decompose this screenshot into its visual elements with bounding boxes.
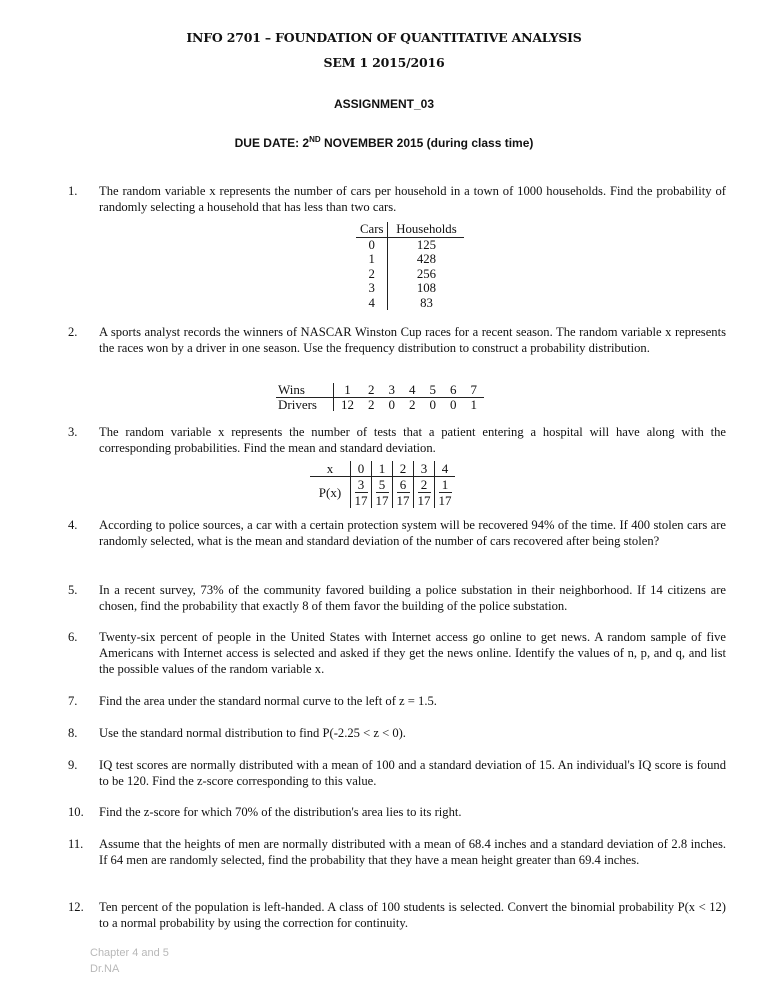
- assignment-title: ASSIGNMENT_03: [333, 97, 435, 111]
- cars-households-table: [356, 222, 464, 310]
- question-number: 12.: [68, 900, 84, 914]
- table-cell: 2: [368, 396, 375, 412]
- question-number: 11.: [68, 837, 84, 851]
- table-row: [276, 397, 484, 411]
- fraction-numerator: 5: [376, 477, 389, 493]
- question-text: The random variable x represents the number of cars per household in a town of 1000 households. Find the probability of randomly selecting a household that has less than two cars.: [99, 184, 726, 215]
- question-number: 9.: [68, 758, 78, 772]
- question-4: [68, 517, 726, 549]
- table-cell: 256: [416, 266, 437, 281]
- table-cell: 5: [423, 383, 444, 397]
- table-cell: 2: [361, 383, 382, 397]
- fraction-denominator: 17: [375, 493, 389, 508]
- table-cell: 4: [435, 461, 456, 477]
- table-row: [310, 477, 455, 509]
- question-text: Find the z-score for which 70% of the distribution's area lies to its right.: [99, 805, 462, 819]
- question-text: Use the standard normal distribution to find P(-2.25 < z < 0).: [99, 726, 406, 740]
- fraction-numerator: 1: [439, 477, 452, 493]
- question-11: [68, 836, 726, 868]
- table-cell: 0: [351, 461, 372, 477]
- fraction-numerator: 3: [355, 477, 368, 493]
- question-text: Find the area under the standard normal curve to the left of z = 1.5.: [99, 694, 437, 708]
- question-text: According to police sources, a car with a certain protection system will be recovered 94% of the time. If 400 stolen cars are randomly selected, what is the mean and standard deviation of the number of cars recovered after being stolen?: [99, 518, 726, 549]
- due-date-superscript: ND: [309, 135, 321, 144]
- table-cell: 428: [416, 252, 437, 266]
- drivers-label: Drivers: [276, 397, 334, 411]
- table-cell: 0: [356, 237, 388, 252]
- table-cell: 1: [356, 252, 388, 267]
- table-cell: 2: [356, 267, 388, 282]
- question-text: Ten percent of the population is left-handed. A class of 100 students is selected. Convert the binomial probability P(x < 12) to a normal probability by using the correction for continuity.: [99, 900, 726, 931]
- question-text: Twenty-six percent of people in the United States with Internet access go online to get news. A random sample of five Americans with Internet access is selected and asked if they get the news online. Identify the values of n, p, and q, and list the possible values of the random variable x.: [99, 630, 726, 677]
- table-cell: 3: [356, 281, 388, 296]
- table-cell: 3: [414, 461, 435, 477]
- table-cell: 3: [382, 383, 403, 397]
- question-5: [68, 582, 726, 614]
- table-cell: 0: [388, 396, 395, 412]
- question-number: 2.: [68, 325, 78, 339]
- fraction-cell: [435, 477, 456, 509]
- question-8: [68, 725, 726, 741]
- fraction-denominator: 17: [438, 493, 452, 508]
- question-number: 3.: [68, 425, 78, 439]
- px-label: P(x): [310, 477, 351, 509]
- cars-header: Cars: [356, 222, 388, 237]
- page-footer: [90, 945, 169, 977]
- fraction-cell: [414, 477, 435, 509]
- due-date: [0, 135, 768, 150]
- question-12: [68, 899, 726, 931]
- table-row: [356, 237, 464, 252]
- question-text: In a recent survey, 73% of the community favored building a police substation in their neighborhood. If 14 citizens are chosen, find the probability that exactly 8 of them favor the building of the police substation.: [99, 583, 726, 614]
- table-cell: 4: [402, 383, 423, 397]
- fraction-cell: [351, 477, 372, 509]
- footer-chapter: Chapter 4 and 5: [90, 947, 169, 959]
- tests-probability-table: [310, 461, 455, 508]
- table-cell: 6: [443, 383, 464, 397]
- table-row: [276, 383, 484, 397]
- fraction-cell: [372, 477, 393, 509]
- x-label: x: [310, 461, 351, 477]
- table-cell: 125: [416, 237, 437, 252]
- table-row: [356, 281, 464, 296]
- question-number: 4.: [68, 518, 78, 532]
- wins-label: Wins: [276, 383, 334, 397]
- households-header: Households: [388, 222, 465, 237]
- question-3: [68, 424, 726, 456]
- question-number: 10.: [68, 805, 84, 819]
- table-row: [356, 252, 464, 267]
- question-9: [68, 757, 726, 789]
- fraction-numerator: 6: [397, 477, 410, 493]
- fraction-denominator: 17: [417, 493, 431, 508]
- question-text: The random variable x represents the number of tests that a patient entering a hospital will have along with the corresponding probabilities. Find the mean and standard deviation.: [99, 425, 726, 456]
- fraction-cell: [393, 477, 414, 509]
- question-text: Assume that the heights of men are normally distributed with a mean of 68.4 inches and a standard deviation of 2.8 inches. If 64 men are randomly selected, find the probability that they have a mean height greater than 69.4 inches.: [99, 837, 726, 868]
- table-row: [356, 267, 464, 282]
- question-text: A sports analyst records the winners of NASCAR Winston Cup races for a recent season. The random variable x represents the races won by a driver in one season. Use the frequency distribution to construct a probability distribution.: [99, 325, 726, 356]
- table-cell: 7: [464, 383, 485, 397]
- wins-drivers-table: [276, 383, 484, 411]
- table-cell: 0: [450, 396, 457, 412]
- fraction-numerator: 2: [418, 477, 431, 493]
- due-date-prefix: DUE DATE: 2: [234, 136, 310, 150]
- table-cell: 1: [470, 396, 477, 412]
- table-row: [310, 461, 455, 477]
- table-cell: 108: [416, 281, 437, 295]
- table-cell: 0: [429, 396, 436, 412]
- question-number: 1.: [68, 184, 78, 198]
- footer-author: Dr.NA: [90, 963, 120, 975]
- question-6: [68, 629, 726, 678]
- table-row: [356, 296, 464, 311]
- table-cell: 2: [393, 461, 414, 477]
- semester-label: SEM 1 2015/2016: [323, 55, 445, 70]
- table-cell: 4: [356, 296, 388, 311]
- table-cell: 83: [420, 295, 433, 310]
- table-cell: 1: [334, 383, 362, 397]
- question-number: 5.: [68, 583, 78, 597]
- question-10: [68, 804, 726, 820]
- question-1: [68, 183, 726, 215]
- question-7: [68, 693, 726, 709]
- due-date-suffix: NOVEMBER 2015 (during class time): [320, 136, 534, 150]
- course-title: INFO 2701 – FOUNDATION OF QUANTITATIVE ANALYSIS: [186, 30, 582, 45]
- question-text: IQ test scores are normally distributed with a mean of 100 and a standard deviation of 15. An individual's IQ score is found to be 120. Find the z-score corresponding to this value.: [99, 758, 726, 789]
- fraction-denominator: 17: [354, 493, 368, 508]
- table-cell: 12: [341, 396, 354, 412]
- question-number: 7.: [68, 694, 78, 708]
- question-number: 8.: [68, 726, 78, 740]
- question-2: [68, 324, 726, 356]
- fraction-denominator: 17: [396, 493, 410, 508]
- table-cell: 2: [409, 396, 416, 412]
- question-number: 6.: [68, 630, 78, 644]
- table-cell: 1: [372, 461, 393, 477]
